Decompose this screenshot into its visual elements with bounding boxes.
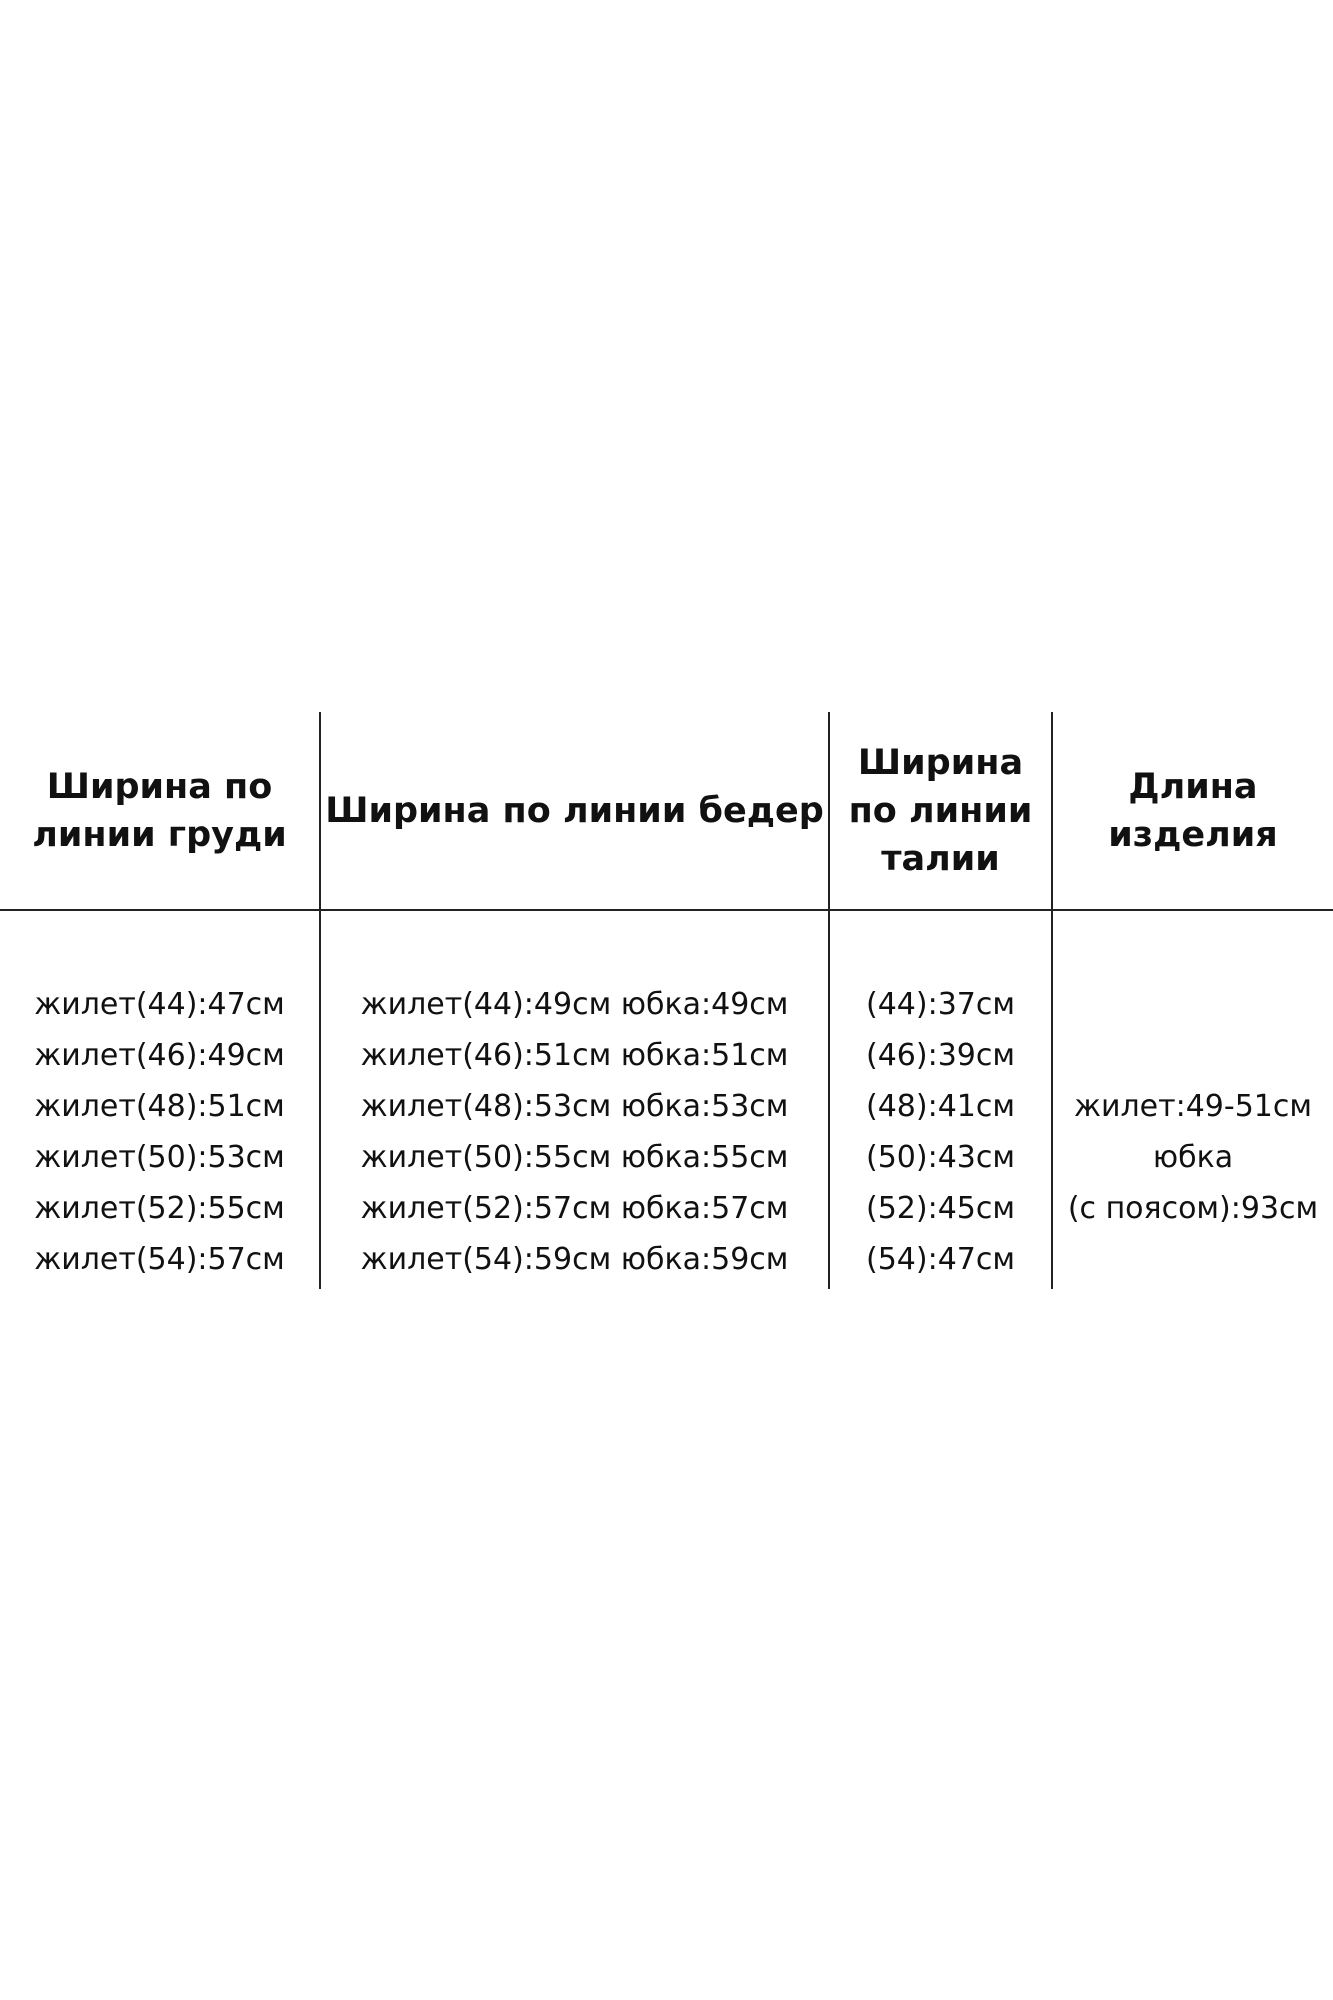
table-cell: (44):37см — [866, 987, 1015, 1022]
column-hip-width — [321, 712, 828, 1289]
column-chest-width — [0, 712, 319, 1289]
table-cell: жилет(50):53см — [34, 1140, 285, 1175]
header-product-length: Длина изделия — [1108, 766, 1278, 855]
table-cell: (52):45см — [866, 1191, 1015, 1226]
table-cell: (46):39см — [866, 1038, 1015, 1073]
table-cell: жилет(44):49см юбка:49см — [360, 987, 789, 1022]
table-cell: (54):47см — [866, 1242, 1015, 1277]
header-hip-width: Ширина по линии бедер — [325, 790, 824, 831]
header-chest-width: Ширина по линии груди — [32, 766, 287, 855]
table-cell: жилет(50):55см юбка:55см — [360, 1140, 789, 1175]
chest-width-values — [0, 979, 319, 1285]
table-cell: жилет(52):57см юбка:57см — [360, 1191, 789, 1226]
header-waist-width: Ширина по линии талии — [848, 742, 1033, 879]
table-cell: юбка — [1152, 1140, 1234, 1175]
table-cell: (с поясом):93см — [1067, 1191, 1319, 1226]
table-cell: жилет(48):51см — [34, 1089, 285, 1124]
table-cell: жилет(44):47см — [34, 987, 285, 1022]
table-cell: жилет(46):51см юбка:51см — [360, 1038, 789, 1073]
waist-width-values — [830, 979, 1051, 1285]
product-length-values — [1053, 1081, 1333, 1234]
table-cell: (48):41см — [866, 1089, 1015, 1124]
table-cell: жилет(54):57см — [34, 1242, 285, 1277]
table-cell: (50):43см — [866, 1140, 1015, 1175]
column-header — [0, 712, 319, 909]
table-cell: жилет:49-51см — [1073, 1089, 1313, 1124]
column-header — [830, 712, 1051, 909]
hip-width-values — [321, 979, 828, 1285]
table-cell: жилет(54):59см юбка:59см — [360, 1242, 789, 1277]
size-table — [0, 712, 1333, 1289]
table-cell: жилет(46):49см — [34, 1038, 285, 1073]
column-product-length — [1053, 712, 1333, 1289]
column-header — [1053, 712, 1333, 909]
column-header — [321, 712, 828, 909]
column-waist-width — [830, 712, 1051, 1289]
table-cell: жилет(48):53см юбка:53см — [360, 1089, 789, 1124]
table-cell: жилет(52):55см — [34, 1191, 285, 1226]
